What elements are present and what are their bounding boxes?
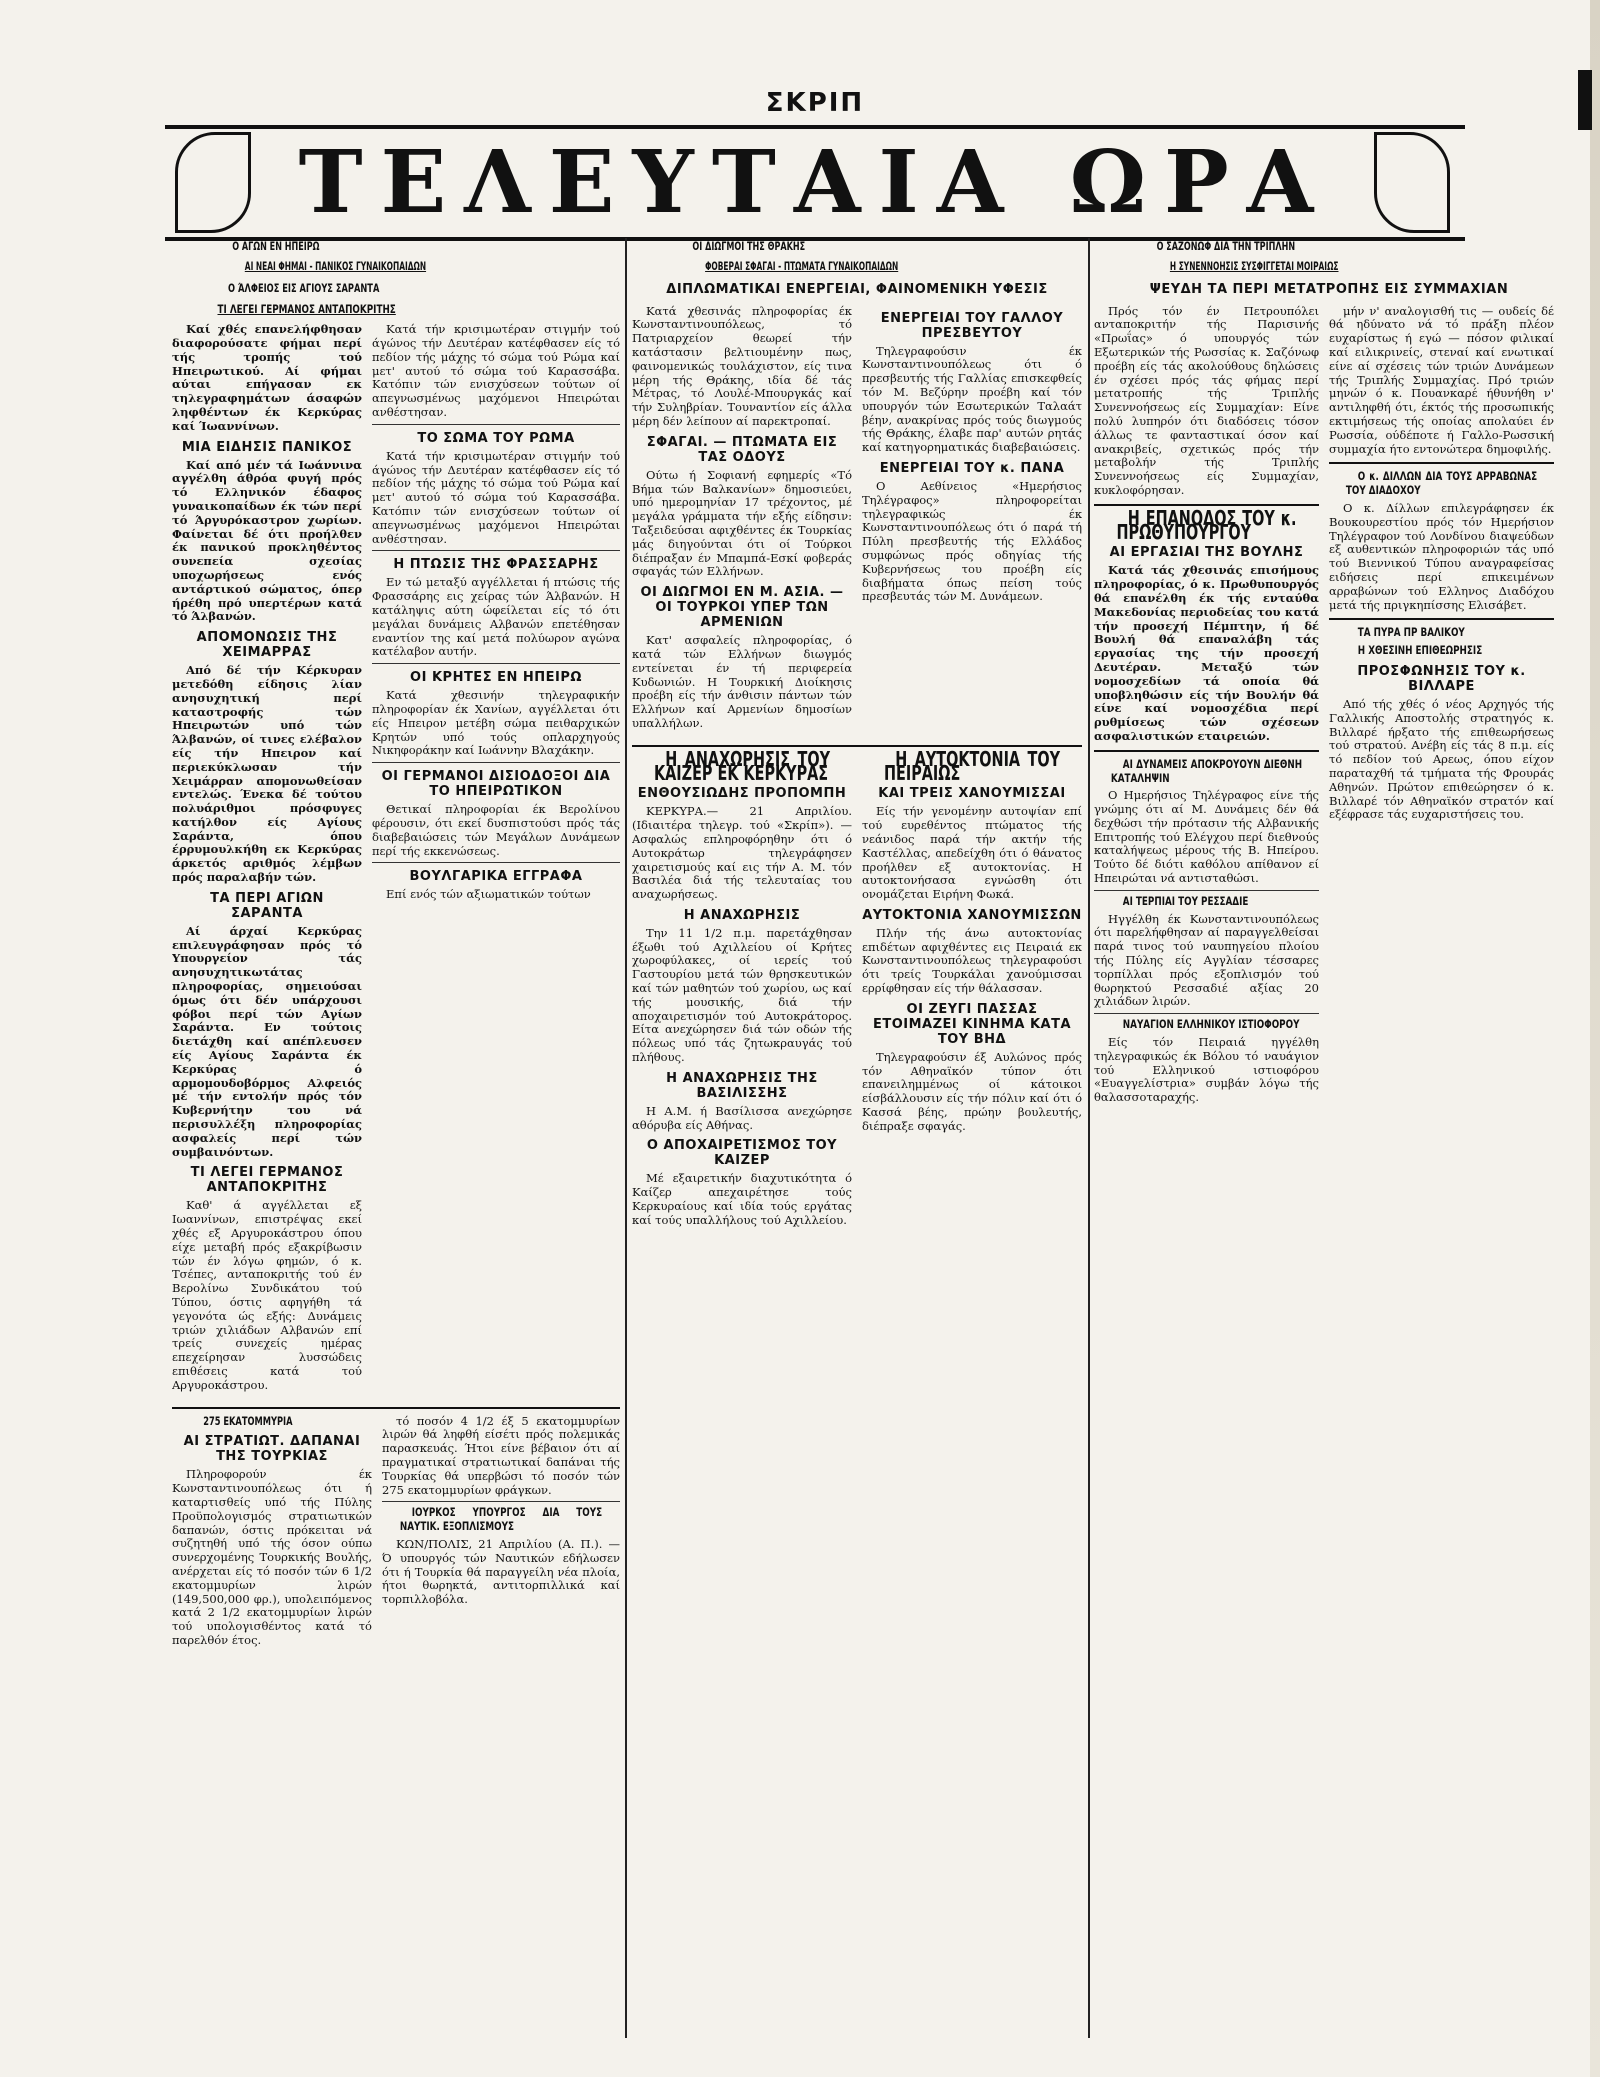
divider (372, 550, 620, 551)
section-title: Η ΑΝΑΧΩΡΗΣΙΣ ΤΗΣ ΒΑΣΙΛΙΣΣΗΣ (666, 1070, 818, 1101)
sidebar-intro: Κατά τήν κρισιμωτέραν στιγμήν τού άγώνος τήν Δευτέραν κατέφθασεν είς τό πεδίον τής μάχης τό σώμα τού Ρώμα καί μετ' αυτού τό σώμα τού Καρασσάβα. Κατόπιν τών ενισχύσεων τούτων οί απεγνωσμένως μαχόμενοι Ηπειρώται ανθέστησαν. (372, 322, 620, 419)
col1-right (372, 323, 620, 1396)
headline: ΟΙ ΔΙΩΓΜΟΙ ΤΗΣ ΘΡΑΚΗΣ (692, 240, 806, 253)
section-text: Τηλεγραφούσιν έξ Αυλώνος πρός τόν Αθηναϊκόν τύπον ότι επανειλημμένως οί κάτοικοι είσβάλλουσιν είς τήν πόλιν καί ότι ό Κασσά βέης, πρώην βουλευτής, διέπραξε σφαγάς. (862, 1049, 1082, 1133)
section-text: Πλήν τής άνω αυτοκτονίας επιδέτων αφιχθέντες εις Πειραιά εκ Κωνσταντινουπόλεως τηλεγραφούσι ότι τρείς Τουρκάλαι χανούμισσαι ερρίφθησαν είς τήν θάλασσαν. (862, 925, 1082, 996)
divider (372, 862, 620, 863)
section-text: Ο κ. Δίλλων επιλεγράφησεν έκ Βουκουρεστίου πρός τόν Ημερήσιον Τηλέγραφον τού Λονδίνου διαψεύδων εξ αυθεντικών πληροφοριών τάς υπό τού Βιεννικού Τύπου αναγραφείσας ειδήσεις περί επικειμένων αρραβώνων τού Ελληνος Διαδόχου μετά τής πριγκηπίσσης Ελισάβετ. (1329, 500, 1554, 612)
box-title: 275 ΕΚΑΤΟΜΜΥΡΙΑ (203, 1413, 293, 1428)
divider (1094, 750, 1319, 752)
section-banner (165, 125, 1465, 241)
section-title: ΟΙ ΓΕΡΜΑΝΟΙ ΔΙΣΙΟΔΟΞΟΙ ΔΙΑ ΤΟ ΗΠΕΙΡΩΤΙΚΟΝ (381, 769, 611, 800)
bottom-box-row (172, 1415, 620, 1652)
section-subtitle: Η ΧΘΕΣΙΝΗ ΕΠΙΘΕΩΡΗΣΙΣ (1357, 643, 1483, 658)
col3-right (1329, 305, 1554, 1109)
column-2 (632, 240, 1082, 2040)
section-text: Μέ εξαιρετικήν διαχυτικότητα ό Καίζερ απεχαιρέτησε τούς Κερκυραίους καί ιδία τούς εργάτας καί τούς υπαλλήλους τού Αχιλλείου. (632, 1171, 852, 1227)
box-subtitle: ΕΝΘΟΥΣΙΩΔΗΣ ΠΡΟΠΟΜΠΗ (637, 786, 847, 802)
divider (382, 1501, 620, 1502)
section-title: ΟΙ ΔΙΩΓΜΟΙ ΕΝ Μ. ΑΣΙΑ. — ΟΙ ΤΟΥΡΚΟΙ ΥΠΕΡ ΤΩΝ ΑΡΜΕΝΙΩΝ (640, 585, 844, 631)
box-kaiser (632, 746, 852, 1232)
section-title: ΑΙ ΤΕΡΠΙΑΙ ΤΟΥ ΡΕΣΣΑΔΙΕ (1122, 893, 1249, 908)
section-text: Κατά χθεσινήν τηλεγραφικήν πληροφορίαν έκ Χανίων, αγγέλλεται ότι είς Ηπειρον μετέβη σώμα πειθαρχικών Κρητών υπό τούς οπλαρχηγούς Νικηφοράκην καί Ιωάννην Βλαχάκην. (372, 688, 620, 758)
divider (1094, 890, 1319, 891)
subhead-2: ΔΙΠΛΩΜΑΤΙΚΑΙ ΕΝΕΡΓΕΙΑΙ, ΦΑΙΝΟΜΕΝΙΚΗ ΥΦΕΣΙΣ (666, 281, 1048, 297)
section-title: Η ΠΤΩΣΙΣ ΤΗΣ ΦΡΑΣΣΑΡΗΣ (393, 557, 599, 573)
col1-left (172, 323, 362, 1396)
section-title: Η ΕΠΑΝΟΔΟΣ ΤΟΥ κ. ΠΡΩΘΥΠΟΥΡΓΟΥ (1116, 505, 1297, 544)
subhead: Η ΣΥΝΕΝΝΟΗΣΙΣ ΣΥΣΦΙΓΓΕΤΑΙ ΜΟΙΡΑΙΩΣ (1169, 258, 1339, 273)
section-text: Εν τώ μεταξύ αγγέλλεται ή πτώσις τής Φρασσάρης εις χείρας τών Άλβανών. Η κατάληψις αύτη ώφείλεται είς τό ότι μεγάλαι δυνάμεις Αλβανών επετέθησαν εναντίον της καί μετά πολύωρον αγώνα κατέλαβον αυτήν. (372, 575, 620, 659)
banner-title: ΤΕΛΕΥΤΑΙΑ ΩΡΑ (298, 132, 1332, 233)
intro-text: Καί χθές επανελήφθησαν διαφορούσατε φήμαι περί τής τροπής τού Ηπειρωτικού. Αί φήμαι αύται επήγασαν εκ τηλεγραφημάτων άσαφών ληφθέντων έκ Κερκύρας καί Ίωαννίνων. (172, 322, 362, 433)
section-text: Την 11 1/2 π.μ. παρετάχθησαν έξωθι τού Αχιλλείου οί Κρήτες χωροφύλακες, οί ιερείς τού Γαστουρίου μετά τών θρησκευτικών καί τών μαθητών τού χωρίου, ως καί τής μουσικής, διά τήν αποχαιρετισμόν τού Αυτοκράτορος. Είτα ανεχώρησεν διά τών οδών τής πόλεως υπό τάς ζητωκραυγάς τού πλήθους. (632, 925, 852, 1065)
section-text: Από τής χθές ό νέος Αρχηγός τής Γαλλικής Αποστολής στρατηγός κ. Βιλλαρέ ήρξατο τής επιθεωρήσεως τού στρατού. Ανέβη είς τάς 8 π.μ. είς τό πεδίον τού Αρεως, όπου είχον παραταχθή τά τμήματα τής Φρουράς Αθηνών. Πρώτον επιθεώρησεν ό κ. Βιλλαρέ τόν Αθηναϊκόν στρατόν καί εξέφρασε τάς ευχαριστήσεις του. (1329, 696, 1554, 822)
box-text: Είς τήν γενομένην αυτοψίαν επί τού ευρεθέντος πτώματος τής νεάνιδος παρά τήν ακτήν τής Καστέλλας, απεδείχθη ότι ό θάνατος προήλθεν εξ αυτοκτονίας. Η αυτοκτονήσασα εγνώσθη ότι ονομάζεται Ειρήνη Φωκά. (862, 804, 1082, 902)
section-title: Η ΑΝΑΧΩΡΗΣΙΣ (683, 907, 801, 923)
page-edge (1590, 0, 1600, 2077)
masthead (170, 88, 1460, 118)
divider (372, 424, 620, 425)
divider (1329, 462, 1554, 464)
section-title: Ο ΑΠΟΧΑΙΡΕΤΙΣΜΟΣ ΤΟΥ ΚΑΙΖΕΡ (646, 1138, 838, 1169)
section-text: Ούτω ή Σοφιανή εφημερίς «Τό Βήμα τών Βαλκανίων» δημοσιεύει, υπό ημερομηνίαν 17 τρέχοντος, μέ μεγάλα γράμματα τήν εξής είδησιν: Ταξειδεύσαι αφιχθέντες έκ Τουρκίας μάς διηγούνται ότι οί Τούρκοι διέπραξαν έν Μπαμπά-Εσκί φοβεράς σφαγάς τών Ελλήνων. (632, 467, 852, 579)
subhead-3: ΤΙ ΛΕΓΕΙ ΓΕΡΜΑΝΟΣ ΑΝΤΑΠΟΚΡΙΤΗΣ (217, 302, 396, 317)
box-text: τό ποσόν 4 1/2 έξ 5 εκατομμυρίων λιρών θά ληφθή είσέτι πρός πολεμικάς παρασκευάς. Ήτοι είνε βέβαιον ότι αί πραγματικαί στρατιωτικαί δαπάναι τής Τουρκίας θά υπερβώσι τό ποσόν τών 275 εκατομμυρίων φράγκων. (382, 1413, 620, 1497)
column-divider-1 (625, 238, 627, 2038)
box-title: Η ΑΥΤΟΚΤΟΝΙΑ ΤΟΥ ΠΕΙΡΑΙΩΣ (884, 746, 1060, 785)
section-title: ΑΙ ΔΥΝΑΜΕΙΣ ΑΠΟΚΡΟΥΟΥΝ ΔΙΕΘΝΗ ΚΑΤΑΛΗΨΙΝ (1110, 756, 1303, 785)
bottom-box-row (632, 746, 1082, 1232)
col2-left (632, 305, 852, 735)
subhead: ΦΟΒΕΡΑΙ ΣΦΑΓΑΙ - ΠΤΩΜΑΤΑ ΓΥΝΑΙΚΟΠΑΙΔΩΝ (705, 258, 899, 273)
column-divider-2 (1088, 238, 1090, 2038)
divider (1094, 1013, 1319, 1014)
column-1 (172, 240, 620, 2040)
section-text: Ηγγέλθη έκ Κωνσταντινουπόλεως ότι παρελήφθησαν αί παραγγελθείσαι παρά τινος τού ναυπηγείου πλοίου τής Πύλης είς Αγγλίαν τέσσαρες τορπίλλαι πρός εξοπλισμόν τού θωρηκτού Ρεσσαδιέ αξίας 20 χιλιάδων λιρών. (1094, 911, 1319, 1009)
box-title: ΙΟΥΡΚΟΣ ΥΠΟΥΡΓΟΣ ΔΙΑ ΤΟΥΣ ΝΑΥΤΙΚ. ΕΞΟΠΛΙΣΜΟΥΣ (399, 1505, 603, 1534)
section-text: Η Α.Μ. ή Βασίλισσα ανεχώρησε αθόρυβα είς Αθήνας. (632, 1103, 852, 1132)
section-title: ΒΟΥΛΓΑΡΙΚΑ ΕΓΓΡΑΦΑ (409, 869, 583, 885)
box-subtitle: ΚΑΙ ΤΡΕΙΣ ΧΑΝΟΥΜΙΣΣΑΙ (878, 786, 1066, 802)
section-title: Ο κ. ΔΙΛΛΩΝ ΔΙΑ ΤΟΥΣ ΑΡΡΑΒΩΝΑΣ ΤΟΥ ΔΙΑΔΟΧΟΥ (1345, 469, 1538, 498)
section-text: Αί άρχαί Κερκύρας επιλευγράφησαν πρός τό Υπουργείον τάς ανησυχητικωτάτας πληροφορίας, σημειούσαι όμως ότι δέν υπάρχουσι φόβοι περί τών Αγίων Σαράντα. Εν τούτοις διετάχθη καί απέπλευσεν είς Αγίους Σαράντα έκ Κερκύρας ό αρμομουδοβόρμος Αλφειός μέ τήν εντολήν πρός τόν Κυβερνήτην του νά περισυλλέξη πληροφορίας ασφαλείς περί τών συμβαινόντων. (172, 923, 362, 1159)
intro-text: Πρός τόν έν Πετρουπόλει ανταποκριτήν τής Παρισινής «Πρωΐας» ό υπουργός τών Εξωτερικών τής Ρωσσίας κ. Σαζόνωφ προέβη είς τάς ακολούθους δηλώσεις έν σχέσει πρός τάς φήμας περί μετατροπής τής Τριπλής Συνεννοήσεως είς Συμμαχίαν: Είνε πολύ λυπηρόν ότι διαδόσεις τόσον άλλως τε φανταστικαί όσον καί ανακριβείς, σχετικώς πρός τήν μεταβολήν τής Τριπλής Συνεννοήσεως είς Συμμαχίαν, κυκλοφόρησαν. (1094, 303, 1319, 497)
section-text: Καθ' ά αγγέλλεται εξ Ιωαννίνων, επιστρέψας εκεί χθές εξ Αργυροκάστρου όπου είχε μεταβή πρός εξακρίβωσιν τών έν λόγω φημών, ό κ. Τσέπες, ανταποκριτής τού έν Βερολίνω Συνδικάτου τού Τύπου, όστις αφηγήθη τά γεγονότα ώς εξής: Δυνάμεις τριών χιλιάδων Αλβανών επί τρείς συνεχείς ημέρας επεχείρησαν λυσσώδεις επιθέσεις κατά τού Αργυροκάστρου. (172, 1198, 362, 1392)
section-title: ΤΙ ΛΕΓΕΙ ΓΕΡΜΑΝΟΣ ΑΝΤΑΠΟΚΡΙΤΗΣ (190, 1165, 344, 1196)
section-text: Είς τόν Πειραιά ηγγέλθη τηλεγραφικώς έκ Βόλου τό ναυάγιον τού Ελληνικού ιστιοφόρου «Ευαγγελίστρια» συμβάν λόγω τής θαλασσοταραχής. (1094, 1035, 1319, 1105)
divider (172, 1407, 620, 1409)
section-title: ΑΠΟΜΟΝΩΣΙΣ ΤΗΣ ΧΕΙΜΑΡΡΑΣ (196, 630, 338, 661)
subhead-2: ΨΕΥΔΗ ΤΑ ΠΕΡΙ ΜΕΤΑΤΡΟΠΗΣ ΕΙΣ ΣΥΜΜΑΧΙΑΝ (1149, 281, 1509, 297)
section-subtitle-2: ΠΡΟΣΦΩΝΗΣΙΣ ΤΟΥ κ. ΒΙΛΛΑΡΕ (1357, 663, 1526, 694)
divider (372, 762, 620, 763)
divider (1329, 618, 1554, 620)
section-text: Κατά τήν κρισιμωτέραν στιγμήν τού άγώνος τήν Δευτέραν κατέφθασεν είς τό πεδίον τής μάχης τό σώμα τού Ρώμα καί μετ' αυτού τό σώμα τού Καρασσάβα. Κατόπιν τών ενισχύσεων τούτων οί απεγνωσμένως μαχόμενοι Ηπειρώται ανθέστησαν. (372, 448, 620, 546)
subhead: ΑΙ ΝΕΑΙ ΦΗΜΑΙ - ΠΑΝΙΚΟΣ ΓΥΝΑΙΚΟΠΑΙΔΩΝ (244, 258, 427, 273)
box-text: Πληροφορούν έκ Κωνσταντινουπόλεως ότι ή καταρτισθείς υπό τής Πύλης Προϋπολογισμός στρατιωτικών δαπανών, όστις πρόκειται νά συζητηθή υπό τής όσον ούπω συνερχομένης Τουρκικής Βουλής, ανέρχεται είς τό ποσόν τών 6 1/2 εκατομμυρίων λιρών (149,500,000 φρ.), υπολειπόμενος κατά 2 1/2 εκατομμυρίων λιρών τού υπολογισθέντος κατά τό παρελθόν έτος. (172, 1467, 372, 1647)
headline: Ο ΑΓΩΝ ΕΝ ΗΠΕΙΡΩ (232, 240, 320, 253)
col3-left (1094, 305, 1319, 1109)
column-3 (1094, 240, 1564, 2040)
subhead-2: Ο ΆΛΦΕΙΟΣ ΕΙΣ ΑΓΙΟΥΣ ΣΑΡΑΝΤΑ (228, 280, 380, 295)
section-text: Καί από μέν τά Ιωάννινα αγγέλθη άθρόα φυγή πρός τό Ελληνικόν έδαφος γυναικοπαίδων έκ τών περί τό Άργυρόκαστρον χωρίων. Φαίνεται δέ ότι προήλθεν έκ πανικού προκληθέντος συνεπεία σχεσίας υποχωρήσεως ενός αντάρτικού σώματος, όπερ ήρέθη πρό υπερτέρων κατά τό Άλβανών. (172, 457, 362, 624)
section-text: Επί ενός τών αξιωματικών τούτων (386, 887, 591, 902)
section-text: Ο Αεθίνειος «Ημερήσιος Τηλέγραφος» πληροφορείται τηλεγραφικώς έκ Κωνσταντινουπόλεως ότι ό παρά τή Πύλη πρεσβευτής τής Ελλάδος συμφώνως πρός οδηγίας τής Κυβερνήσεως του προέβη είς διαβήματα όπως πείση τούς πρεσβευτάς τών Μ. Δυνάμεων. (862, 478, 1082, 604)
section-title: ΜΙΑ ΕΙΔΗΣΙΣ ΠΑΝΙΚΟΣ (181, 439, 353, 455)
box-text: ΚΕΡΚΥΡΑ.— 21 Απριλίου. (Ιδιαιτέρα τηλεγρ. τού «Σκρίπ»). — Ασφαλώς επληροφόρηθην ότι ό Αυτοκράτωρ τηλεγράφησεν χαιρετισμούς καί εις τήν Α. Μ. τόν Βασιλέα διά τής τελευταίας του αναχωρήσεως. (632, 804, 852, 902)
box-subtitle: ΑΙ ΣΤΡΑΤΙΩΤ. ΔΑΠΑΝΑΙ ΤΗΣ ΤΟΥΡΚΙΑΣ (183, 1434, 361, 1465)
box-suicide (862, 746, 1082, 1232)
newspaper-name: ΣΚΡΙΠ (765, 88, 865, 118)
section-title: ΤΑ ΠΥΡΑ ΠΡ ΒΑΛΙΚΟΥ (1357, 625, 1465, 640)
section-title: ΣΦΑΓΑΙ. — ΠΤΩΜΑΤΑ ΕΙΣ ΤΑΣ ΟΔΟΥΣ (646, 434, 838, 465)
section-title: ΟΙ ΚΡΗΤΕΣ ΕΝ ΗΠΕΙΡΩ (410, 670, 582, 686)
intro-continued: μήν ν' αναλογισθή τις — ουδείς δέ θά ηδύνατο νά τό πράξη πλέον ευχαρίστως ή εγώ — πόσον φιλικαί καί ειλικρινείς, στεναί καί ενωτικαί είνε αί σχέσεις τών τριών Δυνάμεων τής Τριπλής Συμμαχίας. Πρό τριών μηνών ό κ. Πουανκαρέ ήθυνήθη ν' αντιληφθή ότι, έκτός τής προσωπικής εκτιμήσεως τής οποίας απολαύει έν Ρωσσία, ούδέποτε ή Γαλλο-Ρωσσική συμμαχία ήτο εντονώτερα δημοφιλής. (1329, 303, 1554, 456)
section-text: Από δέ τήν Κέρκυραν μετεδόθη είδησις λίαν ανησυχητική περί καταστροφής τών Ηπειρωτών υπό τών Άλβανών, οί τινες ελέβαλον είς τήν Ηπειρον καί περιεκύκλωσαν τήν Χειμάρραν απομονωθείσαν εντελώς. Ένεκα δέ τούτου πολυάριθμοι πρόσφυγες κατήλθον είς Αγίους Σαράντα, όπου έρρυμουλκήθη εκ Κερκύρας άρκετός αριθμός λέμβων πρός παραλαβήν τών. (172, 663, 362, 885)
section-title: ΤΑ ΠΕΡΙ ΑΓΙΩΝ ΣΑΡΑΝΤΑ (210, 890, 324, 921)
headline: Ο ΣΑΖΟΝΩΦ ΔΙΑ ΤΗΝ ΤΡΙΠΛΗΝ (1156, 240, 1296, 253)
section-title: ΕΝΕΡΓΕΙΑΙ ΤΟΥ ΓΑΛΛΟΥ ΠΡΕΣΒΕΥΤΟΥ (880, 310, 1064, 341)
section-text: Ο Ημερήσιος Τηλέγραφος είνε τής γνώμης ότι αί Μ. Δυνάμεις δέν θά δεχθώσι τήν πρότασιν τής Αλβανικής Επιτροπής τού Ελέγχου περί διεθνούς καταλήψεως μέρους τής Β. Ηπείρου. Τούτο δέ διότι καθόλου απίθανον εί Ηπειρώται νά αντισταθώσι. (1094, 788, 1319, 886)
section-subtitle: ΑΙ ΕΡΓΑΣΙΑΙ ΤΗΣ ΒΟΥΛΗΣ (1109, 545, 1304, 561)
intro-text: Κατά χθεσινάς πληροφορίας έκ Κωνσταντινουπόλεως, τό Πατριαρχείον θεωρεί τήν κατάστασιν βελτιουμένην πως, φαινομενικώς τουλάχιστον, είς τινα μέρη τής Θράκης, ιδία δέ τάς Μέτρας, τό Λουλέ-Μπουργκάς καί τήν Συληβρίαν. Τουναντίον είς άλλα μέρη δέν λείπουν αί παρεκτροπαί. (632, 303, 852, 428)
section-text: Θετικαί πληροφορίαι έκ Βερολίνου φέρουσιν, ότι εκεί δυσπιστούσι πρός τάς διαβεβαιώσεις τών Μεγάλων Δυνάμεων περί τής εκκενώσεως. (372, 802, 620, 858)
divider (372, 663, 620, 664)
section-text: Κατά τάς χθεσινάς επισήμους πληροφορίας, ό κ. Πρωθυπουργός θά επανέλθη έκ τής ενταύθα Μακεδονίας περιοδείας του κατά τήν προσεχή Πέμπτην, ή δέ Βουλή θά επαναλάβη τάς εργασίας της τήν προσεχή Δευτέραν. Μεταξύ τών νομοσχεδίων τά οποία θά υποβληθώσιν είς τήν Βουλήν θά είνε καί νομοσχέδια περί ρυθμίσεως τών σχέσεων ασφαλιστικών εταιρειών. (1094, 563, 1319, 743)
box-minister (382, 1415, 620, 1652)
box-title: Η ΑΝΑΧΩΡΗΣΙΣ ΤΟΥ ΚΑΙΖΕΡ ΕΚ ΚΕΡΚΥΡΑΣ (654, 746, 830, 785)
section-text: Τηλεγραφούσιν έκ Κωνσταντινουπόλεως ότι ό πρεσβευτής τής Γαλλίας επισκεφθείς τόν Μ. Βεζύρην προέβη καί τόν υπουργόν τών Εσωτερικών Ταλαάτ βέην, ανακρίνας πρός τούς διωγμούς τής Θράκης, έλαβε παρ' αυτών ρητάς καί κατηγορηματικάς διαβεβαιώσεις. (862, 343, 1082, 455)
col2-right (862, 305, 1082, 735)
section-title: ΟΙ ΖΕΥΓΙ ΠΑΣΣΑΣ ΕΤΟΙΜΑΖΕΙ ΚΙΝΗΜΑ ΚΑΤΑ ΤΟΥ ΒΗΔ (872, 1001, 1072, 1047)
section-title: ΕΝΕΡΓΕΙΑΙ ΤΟΥ κ. ΠΑΝΑ (879, 460, 1065, 476)
box-275 (172, 1415, 372, 1652)
section-title: ΑΥΤΟΚΤΟΝΙΑ ΧΑΝΟΥΜΙΣΣΩΝ (862, 907, 1082, 923)
box-text: ΚΩΝ/ΠΟΛΙΣ, 21 Απριλίου (Α. Π.). — Ό υπουργός τών Ναυτικών εδήλωσεν ότι ή Τουρκία θά παραγγείλη νέα πλοία, ήτοι θωρηκτά, αντιτορπιλλικά καί τορπιλλοβόλα. (382, 1536, 620, 1607)
section-text: Κατ' ασφαλείς πληροφορίας, ό κατά τών Ελλήνων διωγμός εντείνεται έν τή περιφερεία Κυδωνιών. Η Τουρκική Διοίκησις προέβη είς τήν άνθισιν πάντων τών Ελλήνων καί Αρμενίων δημοσίων υπαλλήλων. (632, 633, 852, 730)
section-title: ΝΑΥΑΓΙΟΝ ΕΛΛΗΝΙΚΟΥ ΙΣΤΙΟΦΟΡΟΥ (1122, 1017, 1300, 1032)
page-edge-mark (1578, 70, 1592, 130)
section-title: ΤΟ ΣΩΜΑ ΤΟΥ ΡΩΜΑ (417, 430, 575, 446)
